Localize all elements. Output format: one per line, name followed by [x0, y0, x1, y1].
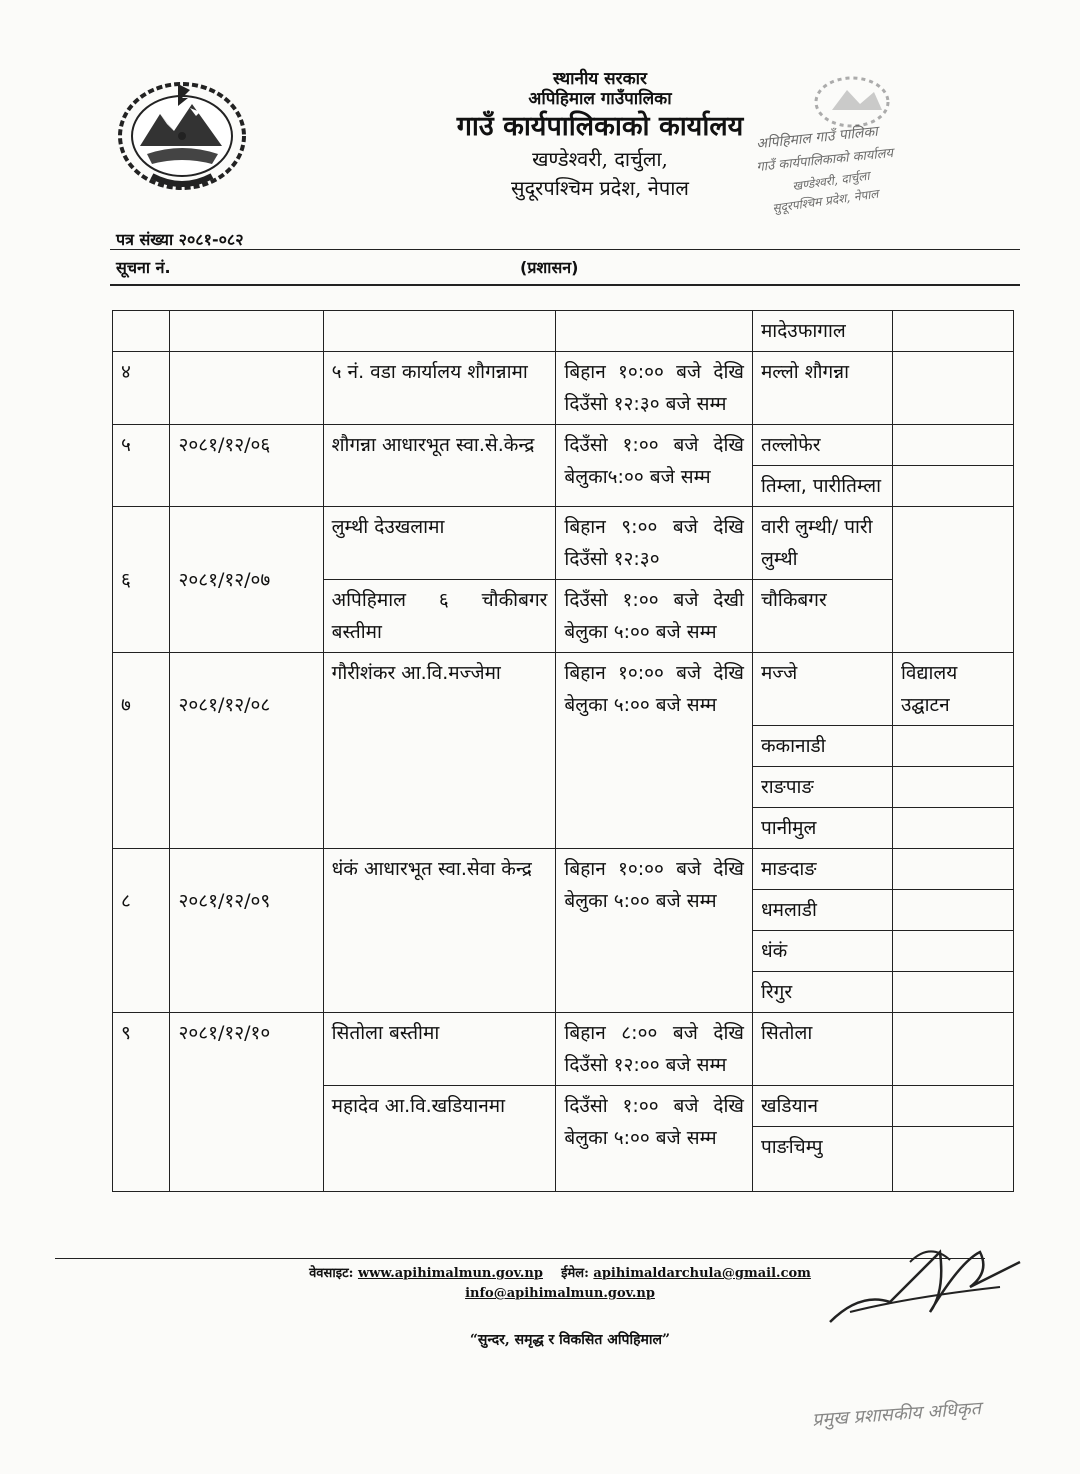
department-label: (प्रशासन): [520, 258, 579, 277]
table-cell: २०८१/१२/०९: [170, 849, 323, 1013]
table-cell: बिहान १०:०० बजे देखि बेलुका ५:०० बजे सम्म: [556, 849, 753, 1013]
schedule-table-wrap: [112, 310, 1014, 1192]
table-cell: तल्लोफेर: [752, 425, 892, 466]
table-cell: बिहान ९:०० बजे देखि दिउँसो १२:३०: [556, 507, 753, 580]
table-cell: महादेव आ.वि.खडियानमा: [323, 1086, 556, 1192]
header-divider: [110, 249, 1020, 250]
stamp-line-1: अपिहिमाल गाउँ पालिका: [755, 123, 879, 153]
table-cell: विद्यालय उद्घाटन: [893, 653, 1014, 726]
table-cell: २०८१/१२/१०: [170, 1013, 323, 1192]
table-cell: धमलाडी: [752, 890, 892, 931]
table-cell: दिउँसो १:०० बजे देखी बेलुका ५:०० बजे सम्म: [556, 580, 753, 653]
table-cell: दिउँसो १:०० बजे देखि बेलुका ५:०० बजे सम्म: [556, 1086, 753, 1192]
table-cell: ५: [113, 425, 170, 507]
table-cell: लुम्थी देउखलामा: [323, 507, 556, 580]
table-cell: २०८१/१२/०७: [170, 507, 323, 653]
header-line-1: स्थानीय सरकार: [552, 69, 647, 89]
table-cell: पानीमुल: [752, 808, 892, 849]
website-label: वेवसाइट:: [309, 1266, 354, 1281]
table-cell: अपिहिमाल ६ चौकीबगर बस्तीमा: [323, 580, 556, 653]
table-cell: धंकं: [752, 931, 892, 972]
nepal-emblem-icon: [112, 76, 252, 194]
header-line-2: अपिहिमाल गाउँपालिका: [528, 88, 672, 109]
table-cell: ९: [113, 1013, 170, 1192]
motto: “सुन्दर, समृद्ध र विकसित अपिहिमाल”: [469, 1332, 671, 1348]
table-cell: बिहान १०:०० बजे देखि बेलुका ५:०० बजे सम्म: [556, 653, 753, 849]
table-cell: मादेउफागाल: [752, 311, 892, 352]
header-address-1: खण्डेश्वरी, दार्चुला,: [532, 147, 668, 172]
stamp-line-4: सुदूरपश्चिम प्रदेश, नेपाल: [771, 186, 880, 216]
stamp-line-2: गाउँ कार्यपालिकाको कार्यालय: [755, 145, 894, 176]
table-cell: ४: [113, 352, 170, 425]
table-cell: बिहान १०:०० बजे देखि दिउँसो १२:३० बजे सम्म: [556, 352, 753, 425]
signatory-title: प्रमुख प्रशासकीय अधिकृत: [811, 1398, 982, 1431]
info-email-link[interactable]: info@apihimalmun.gov.np: [465, 1286, 655, 1301]
table-row: [113, 653, 1014, 726]
table-cell: रिगुर: [752, 972, 892, 1013]
signature: [820, 1232, 1030, 1332]
table-row: [113, 352, 1014, 425]
table-cell: दिउँसो १:०० बजे देखि बेलुका५:०० बजे सम्म: [556, 425, 753, 507]
table-cell: तिम्ला, पारीतिम्ला: [752, 466, 892, 507]
table-cell: ८: [113, 849, 170, 1013]
table-cell: सितोला बस्तीमा: [323, 1013, 556, 1086]
stamp-line-3: खण्डेश्वरी, दार्चुला: [791, 168, 871, 194]
table-row: [113, 311, 1014, 352]
table-cell: बिहान ८:०० बजे देखि दिउँसो १२:०० बजे सम्म: [556, 1013, 753, 1086]
table-cell: राङपाङ: [752, 767, 892, 808]
table-cell: ६: [113, 507, 170, 653]
table-cell: धंकं आधारभूत स्वा.सेवा केन्द्र: [323, 849, 556, 1013]
table-cell: पाङचिम्पु: [752, 1127, 892, 1192]
table-row: [113, 425, 1014, 466]
footer-contact: [200, 1264, 920, 1304]
table-cell: २०८१/१२/०८: [170, 653, 323, 849]
table-cell: मज्जे: [752, 653, 892, 726]
stamp-emblem-icon: [792, 72, 912, 132]
email-link[interactable]: apihimaldarchula@gmail.com: [593, 1266, 811, 1281]
reference-number: पत्र संख्या २०८१-०८२: [116, 230, 244, 249]
table-cell: ५ नं. वडा कार्यालय शौगन्नामा: [323, 352, 556, 425]
table-cell: ककानाडी: [752, 726, 892, 767]
table-row: [113, 1013, 1014, 1086]
table-cell: वारी लुम्थी/ पारी लुम्थी: [752, 507, 892, 580]
office-stamp: [752, 72, 952, 222]
table-cell: खडियान: [752, 1086, 892, 1127]
table-cell: ७: [113, 653, 170, 849]
table-cell: चौकिबगर: [752, 580, 892, 653]
table-cell: गौरीशंकर आ.वि.मज्जेमा: [323, 653, 556, 849]
table-cell: मल्लो शौगन्ना: [752, 352, 892, 425]
table-cell: २०८१/१२/०६: [170, 425, 323, 507]
table-row: [113, 849, 1014, 890]
table-cell: सितोला: [752, 1013, 892, 1086]
table-row: [113, 507, 1014, 580]
table-cell: शौगन्ना आधारभूत स्वा.से.केन्द्र: [323, 425, 556, 507]
notice-number: सूचना नं.: [116, 258, 171, 277]
schedule-table: [112, 310, 1014, 1192]
table-cell: माङदाङ: [752, 849, 892, 890]
website-link[interactable]: www.apihimalmun.gov.np: [357, 1266, 543, 1281]
header-divider-bottom: [110, 284, 1020, 286]
email-label: ईमेल:: [561, 1266, 589, 1281]
header-address-2: सुदूरपश्चिम प्रदेश, नेपाल: [511, 176, 689, 201]
header-office-title: गाउँ कार्यपालिकाको कार्यालय: [456, 111, 744, 143]
